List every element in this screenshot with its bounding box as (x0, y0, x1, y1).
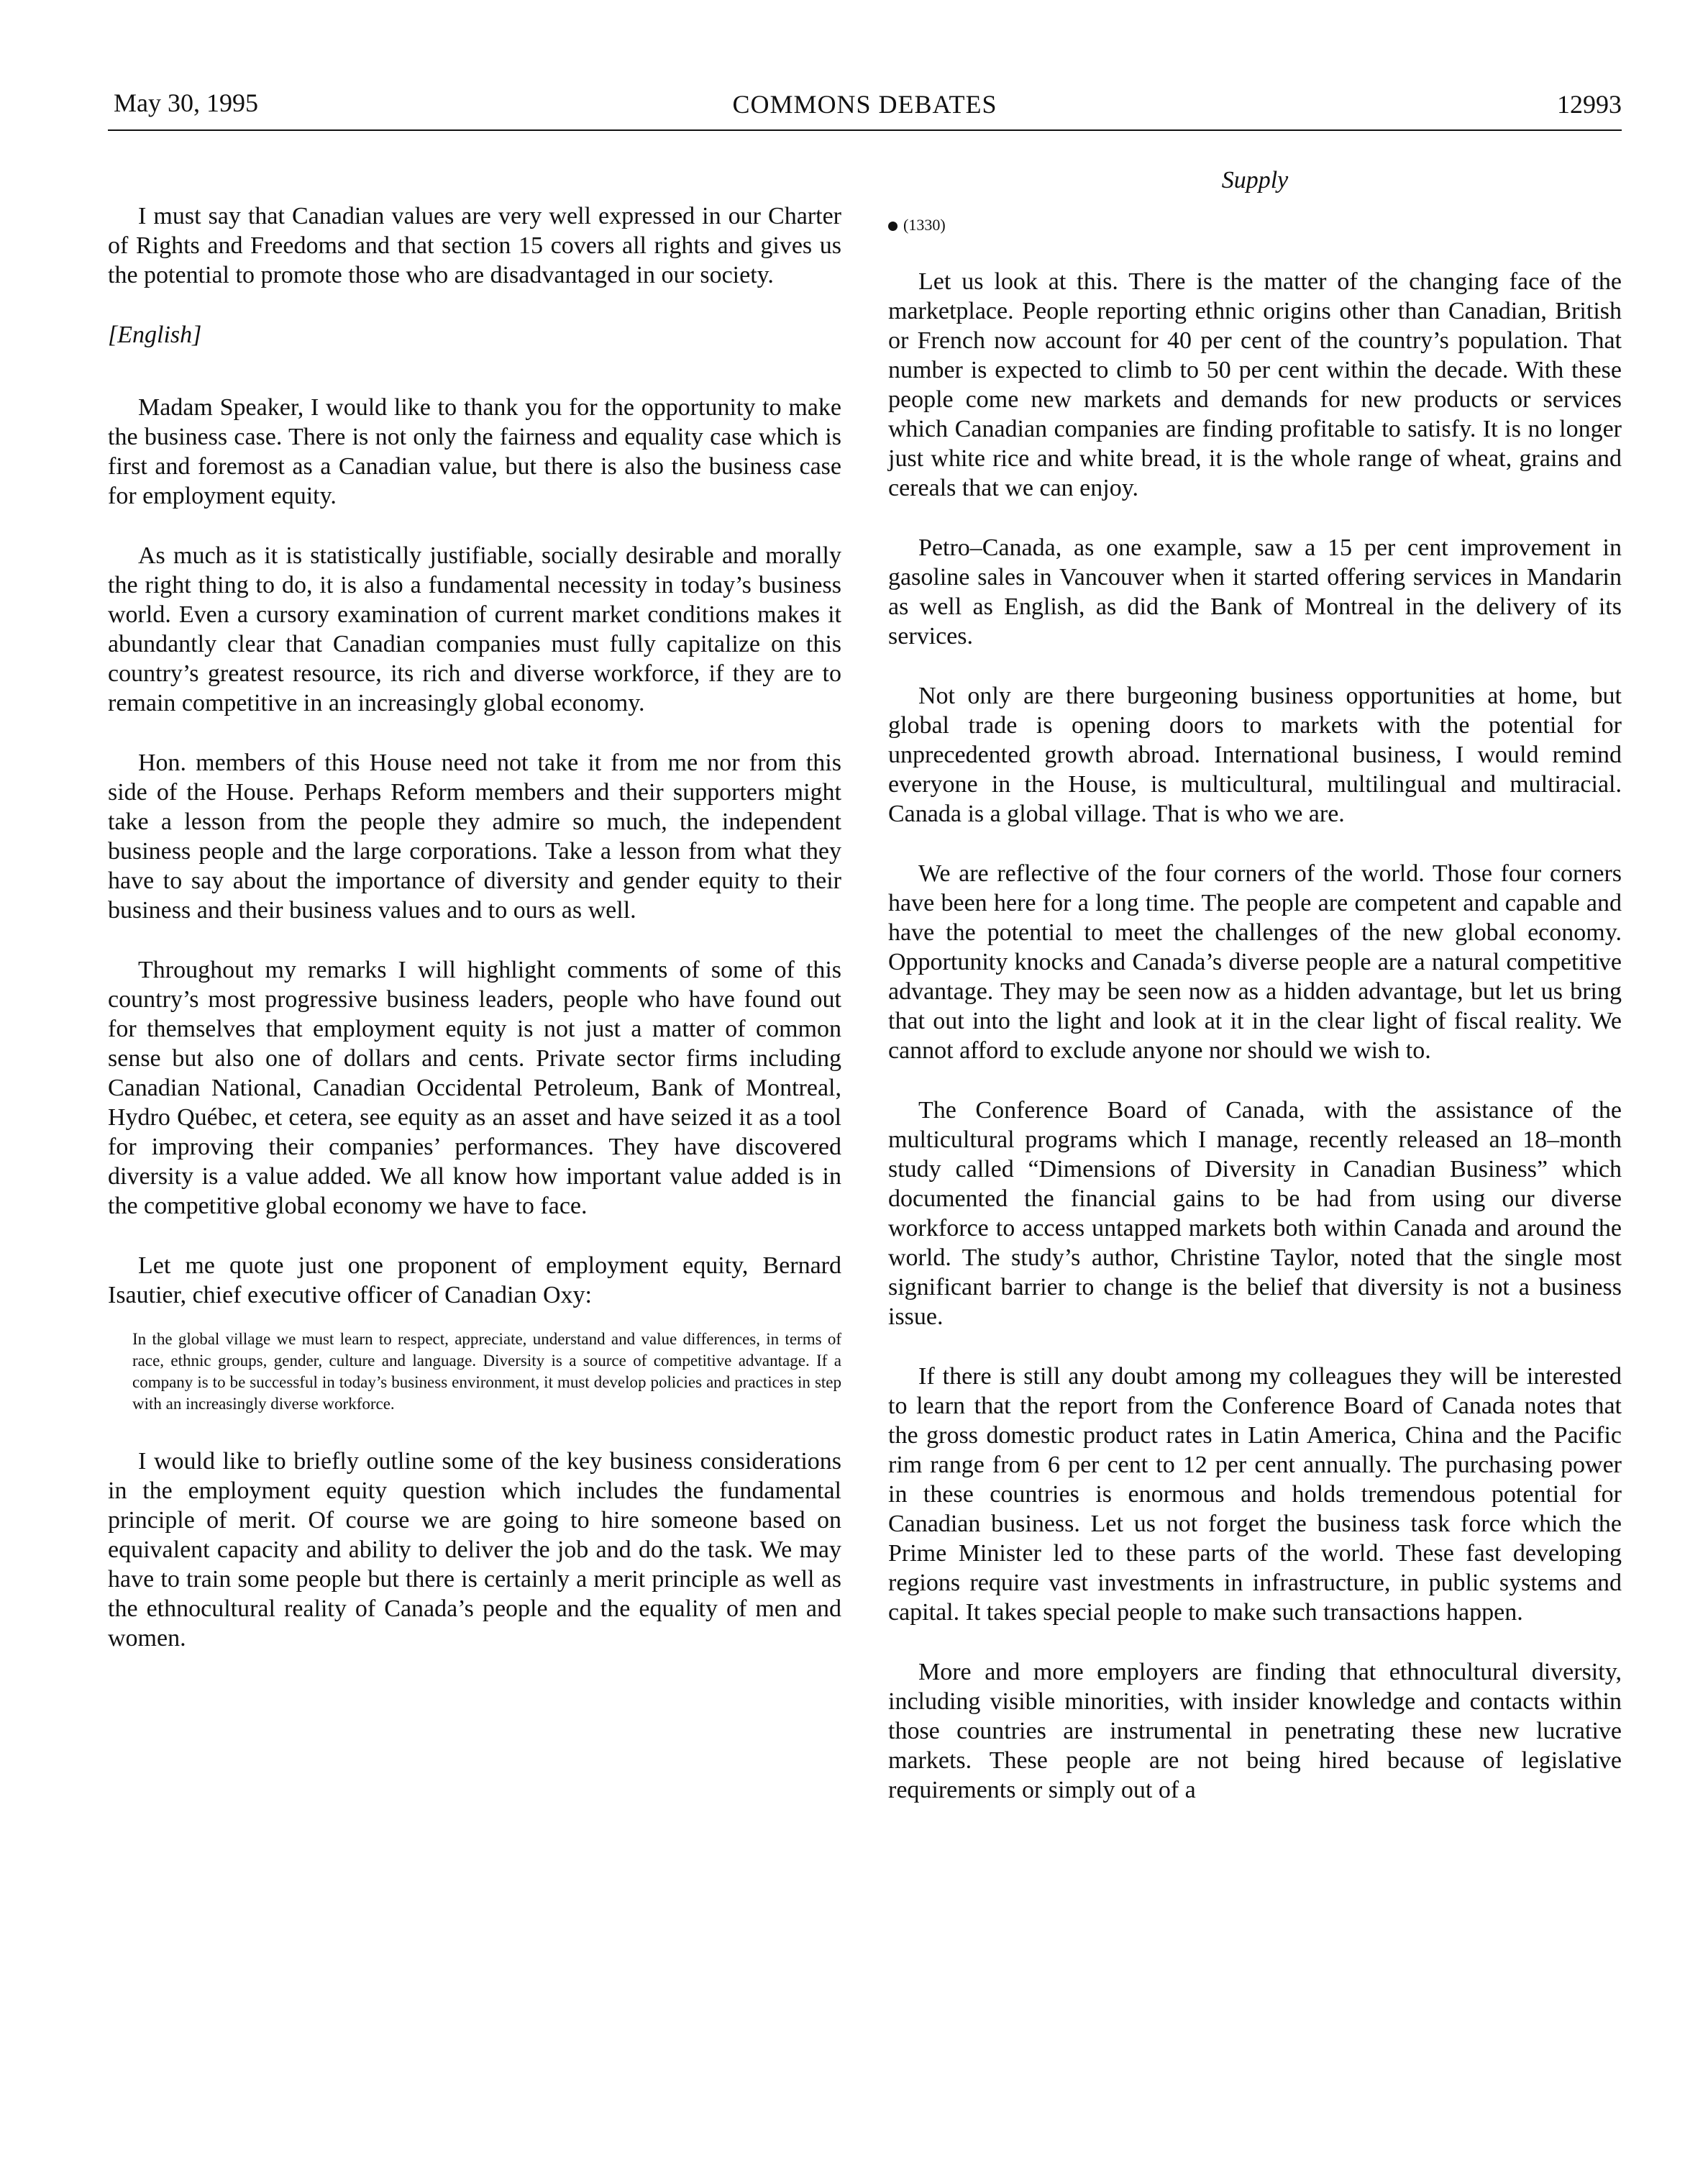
paragraph: Hon. members of this House need not take it from me nor from this side of the House. Perhaps Reform members and their supporters might take a lesson from the people they admire so much, the independent business people and the large corporations. Take a lesson from what they have to say about the importance of diversity and gender equity to their business and their business values and to ours as well. (108, 750, 841, 924)
paragraph: Not only are there burgeoning business opportunities at home, but global trade is opening doors to markets with the potential for unprecedented growth abroad. International business, I would remind everyone in the House, is multicultural, multilingual and multiracial. Canada is a global village. That is who we are. (888, 683, 1622, 827)
header-page-number: 12993 (1557, 90, 1622, 119)
paragraph: Throughout my remarks I will highlight comments of some of this country’s most progressive business leaders, people who have found out for themselves that employment equity is not just a matter of common sense but also one of dollars and cents. Private sector firms including Canadian National, Canadian Occidental Petroleum, Bank of Montreal, Hydro Québec, et cetera, see equity as an asset and have seized it as a tool for improving their companies’ performances. They have discovered diversity is a value added. We all know how important value added is in the competitive global economy we have to face. (108, 957, 841, 1219)
paragraph: I would like to briefly outline some of the key business considerations in the employment equity question which includes the fundamental principle of merit. Of course we are going to hire someone based on equivalent capacity and ability to deliver the job and do the task. We may have to train some people but there is certainly a merit principle as well as the ethnocultural reality of Canada’s people and the equality of men and women. (108, 1448, 841, 1652)
header-date: May 30, 1995 (114, 88, 258, 117)
paragraph: Let me quote just one proponent of employment equity, Bernard Isautier, chief executive officer of Canadian Oxy: (108, 1252, 841, 1308)
language-marker: [English] (108, 322, 202, 348)
paragraph: Madam Speaker, I would like to thank you for the opportunity to make the business case. There is not only the fairness and equality case which is first and foremost as a Canadian value, but there is also the business case for employment equity. (108, 394, 841, 509)
document-page (108, 79, 1622, 2136)
time-marker-label: (1330) (903, 216, 946, 234)
paragraph: The Conference Board of Canada, with the assistance of the multicultural programs which I manage, recently released an 18–month study called “Dimensions of Diversity in Canadian Business” which documented the financial gains to be had from using our diverse workforce to access untapped markets both within Canada and around the world. The study’s author, Christine Taylor, noted that the single most significant barrier to change is the belief that diversity is not a business issue. (888, 1097, 1622, 1330)
paragraph: We are reflective of the four corners of the world. Those four corners have been here for a long time. The people are competent and capable and have the potential to meet the challenges of the new global economy. Opportunity knocks and Canada’s diverse people are a natural competitive advantage. They may be seen now as a hidden advantage, but let us bring that out into the light and look at it in the clear light of fiscal reality. We cannot afford to exclude anyone nor should we wish to. (888, 860, 1622, 1064)
right-column (888, 165, 1622, 1835)
paragraph: As much as it is statistically justifiable, socially desirable and morally the right thing to do, it is also a fundamental necessity in today’s business world. Even a cursory examination of current market conditions makes it abundantly clear that Canadian companies must fully capitalize on this country’s greatest resource, its rich and diverse workforce, if they are to remain competitive in an increasingly global economy. (108, 542, 841, 716)
header-title: COMMONS DEBATES (732, 90, 997, 119)
time-marker (888, 211, 1622, 240)
paragraph: I must say that Canadian values are very well expressed in our Charter of Rights and Freedoms and that section 15 covers all rights and gives us the potential to promote those who are disadvantaged in our society. (108, 203, 841, 288)
paragraph: If there is still any doubt among my colleagues they will be interested to learn that the report from the Conference Board of Canada notes that the gross domestic product rates in Latin America, China and the Pacific rim range from 6 per cent to 12 per cent annually. The purchasing power in these countries is enormous and holds tremendous potential for Canadian business. Let us not forget the business task force which the Prime Minister led to these parts of the world. These fast developing regions require vast investments in infrastructure, in public systems and capital. It takes special people to make such transactions happen. (888, 1363, 1622, 1626)
bullet-icon (888, 222, 898, 231)
text-columns (108, 165, 1622, 1835)
block-quote: In the global village we must learn to respect, appreciate, understand and value differences, in terms of race, ethnic groups, gender, culture and language. Diversity is a source of competitive advantage. If a company is to be successful in today’s business environment, it must develop policies and practices in step with an increasingly diverse workforce. (132, 1330, 841, 1413)
paragraph: Let us look at this. There is the matter of the changing face of the marketplace. People reporting ethnic origins other than Canadian, British or French now account for 40 per cent of the country’s population. That number is expected to climb to 50 per cent within the decade. With these people come new markets and demands for new products or services which Canadian companies are finding profitable to satisfy. It is no longer just white rice and white bread, it is the whole range of wheat, grains and cereals that we can enjoy. (888, 268, 1622, 501)
paragraph: More and more employers are finding that ethnocultural diversity, including visible minorities, with insider knowledge and contacts within those countries are instrumental in penetrating these new lucrative markets. These people are not being hired because of legislative requirements or simply out of a (888, 1659, 1622, 1803)
section-heading: Supply (1221, 167, 1289, 193)
paragraph: Petro–Canada, as one example, saw a 15 per cent improvement in gasoline sales in Vancouver when it started offering services in Mandarin as well as English, as did the Bank of Montreal in the delivery of its services. (888, 534, 1622, 650)
left-column (108, 86, 841, 1835)
